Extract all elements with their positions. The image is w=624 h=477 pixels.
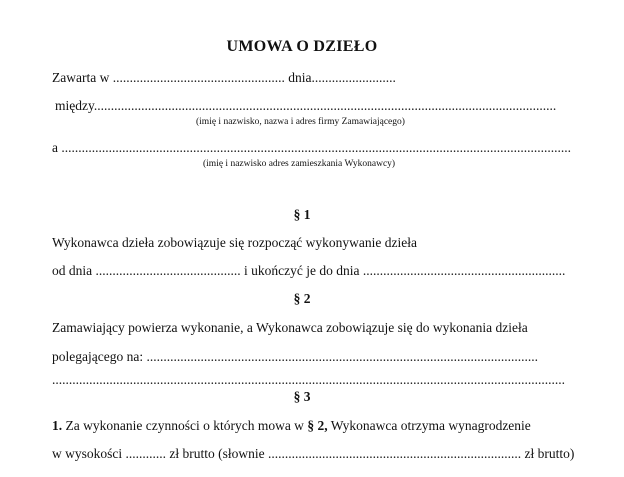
section-1-line-2: od dnia ........................................... i ukończyć je do dnia ............................................................ bbox=[52, 263, 566, 278]
section-3-text-a: Za wykonanie czynności o których mowa w bbox=[62, 418, 308, 433]
section-3-text-b: Wykonawca otrzyma wynagrodzenie bbox=[327, 418, 531, 433]
section-reference: § 2, bbox=[307, 418, 328, 433]
item-number: 1. bbox=[52, 418, 63, 433]
document-title: UMOWA O DZIEŁO bbox=[226, 38, 378, 55]
section-2-line-3: ........................................................................................................................................................ bbox=[52, 372, 565, 387]
section-2-heading: § 2 bbox=[293, 291, 311, 306]
contractor-caption: (imię i nazwisko adres zamieszkania Wykonawcy) bbox=[203, 159, 396, 169]
section-3-line-2: w wysokości ............ zł brutto (słownie ........................................................................... zł brutto) bbox=[52, 446, 575, 461]
section-3-line-1 bbox=[52, 418, 531, 434]
client-caption: (imię i nazwisko, nazwa i adres firmy Zamawiającego) bbox=[196, 117, 405, 127]
section-2-line-2: polegającego na: .................................................................................................................... bbox=[52, 349, 538, 364]
contractor-line: a ....................................................................................................................................................... bbox=[52, 140, 571, 155]
section-1-line-1: Wykonawca dzieła zobowiązuje się rozpocząć wykonywanie dzieła bbox=[52, 235, 418, 250]
section-3-heading: § 3 bbox=[293, 389, 311, 404]
section-1-heading: § 1 bbox=[293, 207, 311, 222]
place-date-line: Zawarta w ................................................... dnia......................... bbox=[52, 70, 396, 85]
client-line: między......................................................................................................................................... bbox=[55, 98, 557, 113]
section-2-line-1: Zamawiający powierza wykonanie, a Wykonawca zobowiązuje się do wykonania dzieła bbox=[52, 320, 528, 335]
